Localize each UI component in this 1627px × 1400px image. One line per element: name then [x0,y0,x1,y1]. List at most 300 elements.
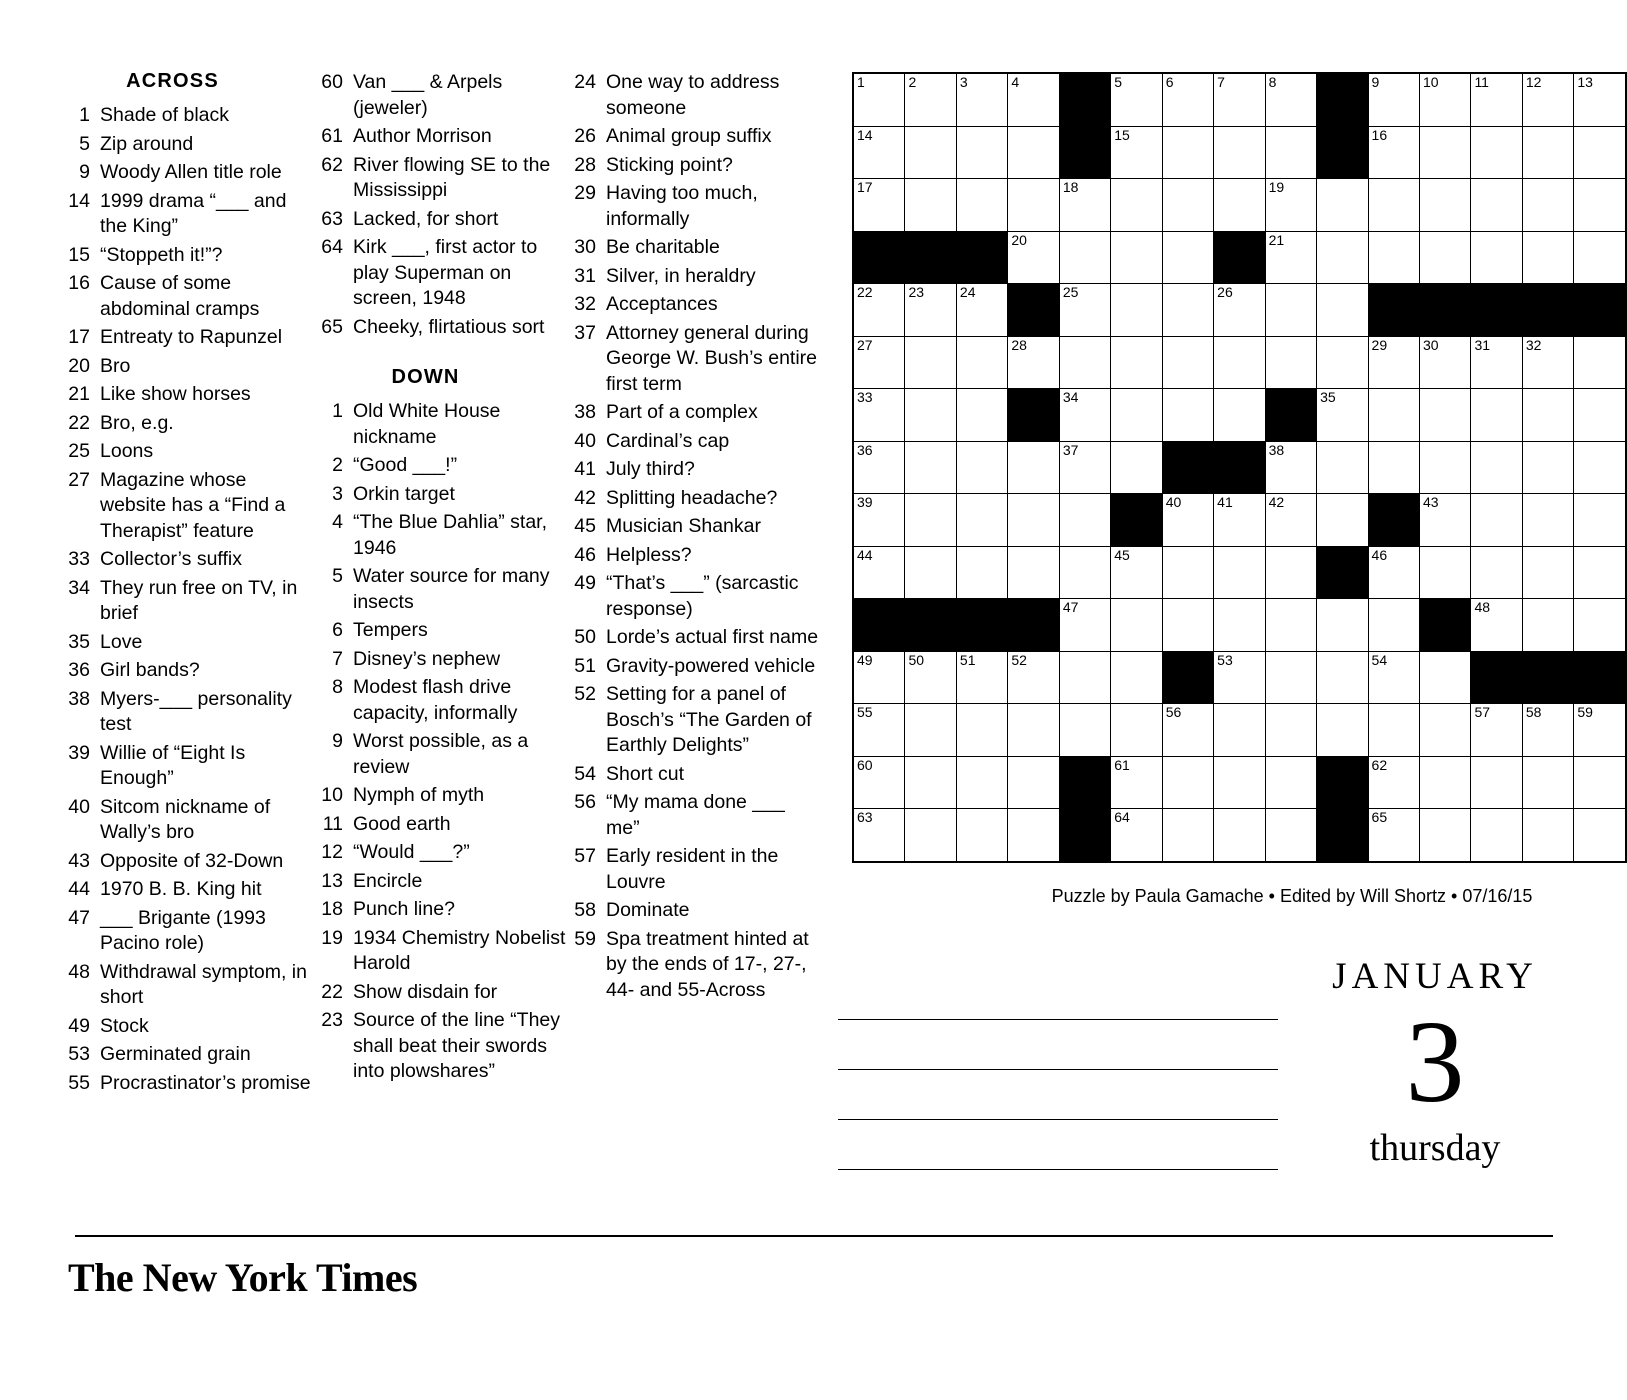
grid-cell-number: 62 [1371,756,1388,773]
grid-cell[interactable] [1419,651,1470,704]
grid-cell[interactable] [1111,179,1162,232]
grid-cell[interactable] [1419,231,1470,284]
grid-cell[interactable] [905,546,956,599]
grid-cell-number: 35 [1320,389,1336,405]
grid-cell[interactable] [1368,126,1419,179]
note-line[interactable] [838,970,1278,1020]
grid-cell[interactable] [1419,756,1470,809]
grid-cell[interactable] [1214,284,1265,337]
grid-cell-block [1059,73,1110,126]
clue-number: 63 [321,207,343,230]
grid-cell[interactable] [1368,546,1419,599]
grid-cell[interactable] [1214,73,1265,126]
clue-number: 7 [332,647,343,670]
clue-item [60,630,313,656]
clue-number: 27 [68,468,90,491]
grid-cell-block [1008,284,1059,337]
clue-text: Musician Shankar [606,515,761,537]
grid-cell[interactable] [853,389,905,442]
grid-cell-number: 37 [1062,441,1079,458]
clue-number: 9 [79,161,90,183]
grid-cell[interactable] [956,179,1007,232]
clue-number: 50 [574,626,596,648]
grid-cell[interactable] [905,704,956,757]
grid-cell[interactable] [1419,126,1470,179]
grid-cell[interactable] [1419,389,1470,442]
grid-cell[interactable] [1317,231,1368,284]
grid-cell[interactable] [1522,546,1573,599]
grid-cell[interactable] [956,73,1007,126]
clue-item [313,729,566,780]
grid-cell-number: 52 [1011,651,1027,668]
clue-item [60,576,313,627]
grid-cell[interactable] [1214,756,1265,809]
grid-cell[interactable] [1574,809,1626,862]
grid-cell[interactable] [956,809,1007,862]
clue-number: 40 [574,429,596,452]
grid-cell[interactable] [1522,809,1573,862]
grid-cell[interactable] [1162,494,1213,547]
clue-text: ___ Brigante (1993 Pacino role) [100,906,266,954]
clue-number: 10 [321,784,343,806]
grid-cell[interactable] [1059,284,1110,337]
grid-cell[interactable] [1419,809,1470,862]
grid-cell[interactable] [1265,231,1316,284]
grid-cell[interactable] [1059,441,1110,494]
grid-cell[interactable] [1214,494,1265,547]
grid-cell[interactable] [1111,284,1162,337]
grid-cell[interactable] [1522,336,1573,389]
grid-cell[interactable] [1059,599,1110,652]
grid-cell[interactable] [1008,809,1059,862]
grid-cell[interactable] [1574,599,1626,652]
grid-cell[interactable] [1368,441,1419,494]
grid-cell[interactable] [1111,599,1162,652]
grid-cell-number: 18 [1062,179,1079,195]
grid-cell[interactable] [1522,73,1573,126]
grid-cell[interactable] [1008,231,1059,284]
clue-item [60,325,313,351]
clue-number: 64 [321,236,343,258]
grid-row [853,494,1626,547]
clue-text: Old White House nickname [353,400,501,448]
clue-item [313,618,566,644]
clue-column-across-cont [313,70,566,1099]
clue-text: Myers-___ personality test [100,687,292,735]
grid-cell[interactable] [853,756,905,809]
grid-cell[interactable] [1317,494,1368,547]
grid-cell[interactable] [1574,179,1626,232]
grid-cell[interactable] [853,704,905,757]
grid-cell[interactable] [1368,704,1419,757]
grid-cell[interactable] [853,284,905,337]
grid-cell[interactable] [1471,179,1522,232]
grid-cell-block [905,599,956,652]
clue-item [313,235,566,312]
grid-cell[interactable] [853,441,905,494]
grid-cell[interactable] [956,651,1007,704]
grid-cell[interactable] [1214,126,1265,179]
grid-cell-number: 26 [1217,284,1233,300]
grid-cell[interactable] [1214,336,1265,389]
clue-text: Short cut [606,762,685,785]
grid-cell[interactable] [1059,336,1110,389]
grid-cell[interactable] [1214,546,1265,599]
note-line[interactable] [838,1020,1278,1070]
grid-cell[interactable] [905,651,956,704]
clue-text: Modest flash drive capacity, informally [353,676,518,724]
grid-cell-number: 44 [857,546,873,563]
grid-cell[interactable] [1317,179,1368,232]
grid-cell[interactable] [1111,546,1162,599]
grid-cell[interactable] [1111,651,1162,704]
grid-cell[interactable] [1214,599,1265,652]
clue-number: 29 [574,182,596,204]
grid-cell[interactable] [853,73,905,126]
grid-cell[interactable] [1471,73,1522,126]
clue-item [60,439,313,465]
grid-cell-block [1419,284,1470,337]
clue-number: 52 [574,683,596,705]
grid-cell[interactable] [853,494,905,547]
grid-cell[interactable] [1008,756,1059,809]
clue-text: Bro, e.g. [100,411,174,434]
clue-number: 21 [68,383,90,405]
grid-cell[interactable] [853,336,905,389]
grid-cell[interactable] [956,126,1007,179]
clue-number: 62 [321,153,343,176]
grid-cell[interactable] [1574,73,1626,126]
grid-cell[interactable] [1522,704,1573,757]
grid-cell[interactable] [956,441,1007,494]
grid-cell[interactable] [956,494,1007,547]
clue-text: Tempers [353,619,428,641]
grid-cell-number: 42 [1268,494,1285,510]
grid-cell[interactable] [905,494,956,547]
grid-cell[interactable] [1471,126,1522,179]
grid-cell[interactable] [1162,336,1213,389]
grid-cell[interactable] [956,756,1007,809]
grid-cell[interactable] [1265,809,1316,862]
note-line[interactable] [838,1070,1278,1120]
grid-cell-number: 19 [1268,179,1285,195]
grid-cell-number: 10 [1422,74,1439,90]
grid-cell[interactable] [1574,704,1626,757]
grid-cell[interactable] [1368,336,1419,389]
clue-item [566,927,819,1004]
grid-cell[interactable] [1368,651,1419,704]
grid-cell[interactable] [1574,756,1626,809]
grid-cell[interactable] [1111,441,1162,494]
grid-cell[interactable] [1162,126,1213,179]
grid-cell[interactable] [1471,599,1522,652]
grid-cell[interactable] [1162,73,1213,126]
clue-item [313,564,566,615]
grid-cell[interactable] [1162,284,1213,337]
clue-number: 6 [332,619,343,641]
grid-cell[interactable] [1265,494,1316,547]
grid-cell-number: 3 [959,74,968,90]
grid-cell[interactable] [1368,809,1419,862]
grid-cell[interactable] [1265,336,1316,389]
grid-row [853,809,1626,862]
grid-cell[interactable] [905,179,956,232]
grid-cell[interactable] [1317,389,1368,442]
nyt-masthead: The New York Times [68,1255,418,1300]
grid-cell[interactable] [1368,73,1419,126]
grid-cell-block [1317,756,1368,809]
grid-cell[interactable] [1471,494,1522,547]
grid-cell[interactable] [1059,546,1110,599]
clue-text: Willie of “Eight Is Enough” [100,741,246,789]
clue-text: Good earth [353,812,451,835]
grid-cell[interactable] [1059,651,1110,704]
grid-cell-number: 13 [1577,74,1593,90]
clue-item [566,153,819,179]
grid-cell[interactable] [956,389,1007,442]
clue-number: 1 [79,104,90,126]
clue-column-across [60,70,313,1099]
grid-cell[interactable] [1162,389,1213,442]
clue-text: Entreaty to Rapunzel [100,326,283,348]
grid-cell-number: 28 [1011,336,1027,353]
grid-cell[interactable] [1214,704,1265,757]
clue-columns [60,70,820,1099]
clue-number: 5 [332,565,343,587]
grid-cell[interactable] [1111,389,1162,442]
grid-row [853,599,1626,652]
clue-number: 41 [574,458,596,480]
grid-cell-block [956,599,1007,652]
grid-cell[interactable] [905,126,956,179]
clue-item [566,844,819,895]
grid-cell[interactable] [1008,704,1059,757]
grid-cell[interactable] [1111,73,1162,126]
clue-item [60,103,313,129]
clue-item [313,482,566,508]
grid-cell[interactable] [1111,336,1162,389]
grid-cell[interactable] [1419,336,1470,389]
grid-cell[interactable] [1214,809,1265,862]
grid-cell[interactable] [1008,126,1059,179]
grid-cell[interactable] [1419,179,1470,232]
grid-cell[interactable] [853,546,905,599]
grid-cell[interactable] [1368,599,1419,652]
grid-cell[interactable] [1419,704,1470,757]
clue-text: “The Blue Dahlia” star, 1946 [353,511,548,559]
grid-cell[interactable] [1214,651,1265,704]
grid-cell[interactable] [905,284,956,337]
clue-item [566,790,819,841]
clue-text: Cheeky, flirtatious sort [353,315,545,338]
clue-number: 15 [68,243,90,266]
grid-cell[interactable] [1162,599,1213,652]
grid-cell[interactable] [853,809,905,862]
clue-text: Sitcom nickname of Wally’s bro [100,795,271,843]
grid-cell[interactable] [1522,494,1573,547]
grid-cell[interactable] [905,756,956,809]
grid-cell[interactable] [1162,756,1213,809]
grid-cell[interactable] [1162,704,1213,757]
grid-cell-block [1059,756,1110,809]
grid-cell[interactable] [1522,599,1573,652]
grid-cell[interactable] [1317,599,1368,652]
footer-divider [75,1235,1553,1237]
clue-number: 55 [68,1071,90,1094]
grid-cell[interactable] [1265,179,1316,232]
clue-text: Like show horses [100,383,251,405]
grid-cell[interactable] [853,179,905,232]
grid-cell[interactable] [1317,651,1368,704]
grid-cell[interactable] [1574,231,1626,284]
grid-cell[interactable] [1059,494,1110,547]
note-line[interactable] [838,1120,1278,1170]
grid-cell[interactable] [1471,441,1522,494]
grid-cell[interactable] [1317,284,1368,337]
grid-cell[interactable] [1008,179,1059,232]
grid-cell[interactable] [1008,441,1059,494]
clue-number: 18 [321,898,343,920]
grid-cell[interactable] [1111,756,1162,809]
grid-cell[interactable] [1265,441,1316,494]
grid-cell[interactable] [1574,546,1626,599]
grid-cell-block [853,231,905,284]
grid-cell[interactable] [1265,756,1316,809]
clue-text: Spa treatment hinted at by the ends of 17-, 27-, 44- and 55-Across [606,927,809,1001]
grid-cell-number: 64 [1114,809,1130,825]
grid-cell[interactable] [1574,336,1626,389]
grid-cell[interactable] [1317,441,1368,494]
grid-cell[interactable] [1419,441,1470,494]
grid-cell-number: 59 [1577,704,1593,720]
grid-row [853,756,1626,809]
grid-cell[interactable] [1059,389,1110,442]
grid-cell[interactable] [1471,389,1522,442]
clue-number: 25 [68,440,90,462]
grid-cell-block [1522,284,1573,337]
grid-cell[interactable] [1522,389,1573,442]
clue-item [566,571,819,622]
crossword-grid[interactable] [852,72,1627,863]
clue-text: Collector’s suffix [100,548,242,570]
grid-cell[interactable] [1008,336,1059,389]
grid-cell[interactable] [1162,179,1213,232]
grid-cell[interactable] [1162,546,1213,599]
grid-cell-block [1574,284,1626,337]
grid-cell[interactable] [1368,389,1419,442]
clue-number: 13 [321,869,343,892]
grid-cell[interactable] [853,126,905,179]
grid-cell[interactable] [1368,179,1419,232]
grid-cell[interactable] [1522,231,1573,284]
grid-cell[interactable] [1522,179,1573,232]
clue-text: Kirk ___, first actor to play Superman on screen, 1948 [353,236,538,309]
grid-cell[interactable] [1574,441,1626,494]
grid-cell[interactable] [956,546,1007,599]
grid-cell[interactable] [1008,546,1059,599]
grid-cell[interactable] [1419,73,1470,126]
grid-cell[interactable] [1419,494,1470,547]
clue-text: Be charitable [606,236,720,258]
grid-cell[interactable] [1471,546,1522,599]
grid-cell-block [1162,651,1213,704]
grid-cell[interactable] [1317,704,1368,757]
clue-number: 5 [79,132,90,155]
grid-cell[interactable] [1265,599,1316,652]
grid-cell[interactable] [1419,546,1470,599]
grid-cell[interactable] [1265,704,1316,757]
grid-cell-number: 17 [857,179,873,195]
grid-cell[interactable] [1111,704,1162,757]
grid-cell[interactable] [1368,756,1419,809]
grid-cell[interactable] [1471,336,1522,389]
grid-cell[interactable] [905,73,956,126]
grid-cell[interactable] [1265,546,1316,599]
grid-cell[interactable] [1162,231,1213,284]
grid-cell[interactable] [1008,73,1059,126]
clue-text: Part of a complex [606,401,758,423]
grid-cell-number: 9 [1371,74,1380,90]
grid-cell[interactable] [1214,179,1265,232]
grid-cell[interactable] [1317,336,1368,389]
grid-cell[interactable] [1059,704,1110,757]
grid-cell[interactable] [1008,651,1059,704]
clue-text: Bro [100,354,131,377]
grid-cell[interactable] [1265,284,1316,337]
grid-cell[interactable] [1574,126,1626,179]
grid-cell[interactable] [1574,494,1626,547]
clue-item [566,70,819,121]
grid-cell[interactable] [956,336,1007,389]
grid-cell[interactable] [1059,179,1110,232]
grid-cell[interactable] [956,284,1007,337]
clue-item [313,1008,566,1085]
grid-cell[interactable] [1265,651,1316,704]
grid-cell[interactable] [853,651,905,704]
grid-cell[interactable] [1265,73,1316,126]
grid-cell[interactable] [1162,809,1213,862]
grid-cell[interactable] [1008,494,1059,547]
grid-cell[interactable] [1471,756,1522,809]
grid-cell-block [1317,126,1368,179]
grid-cell[interactable] [1471,704,1522,757]
grid-cell[interactable] [1574,389,1626,442]
grid-cell[interactable] [1214,389,1265,442]
grid-cell[interactable] [1265,126,1316,179]
grid-cell-number: 57 [1474,704,1491,720]
grid-cell[interactable] [1368,231,1419,284]
grid-cell[interactable] [905,441,956,494]
grid-cell[interactable] [956,704,1007,757]
grid-cell-number: 20 [1011,231,1027,248]
clue-item [566,654,819,680]
grid-cell-number: 43 [1422,494,1439,510]
grid-cell[interactable] [905,809,956,862]
grid-cell-number: 41 [1217,494,1233,510]
grid-cell[interactable] [1111,126,1162,179]
grid-cell[interactable] [1111,809,1162,862]
grid-cell[interactable] [1111,231,1162,284]
grid-cell[interactable] [1471,231,1522,284]
grid-cell[interactable] [905,336,956,389]
grid-cell[interactable] [1059,231,1110,284]
clue-text: Helpless? [606,543,692,566]
grid-cell[interactable] [905,389,956,442]
grid-cell[interactable] [1522,756,1573,809]
grid-cell[interactable] [1522,126,1573,179]
grid-cell[interactable] [1471,809,1522,862]
grid-cell[interactable] [1522,441,1573,494]
